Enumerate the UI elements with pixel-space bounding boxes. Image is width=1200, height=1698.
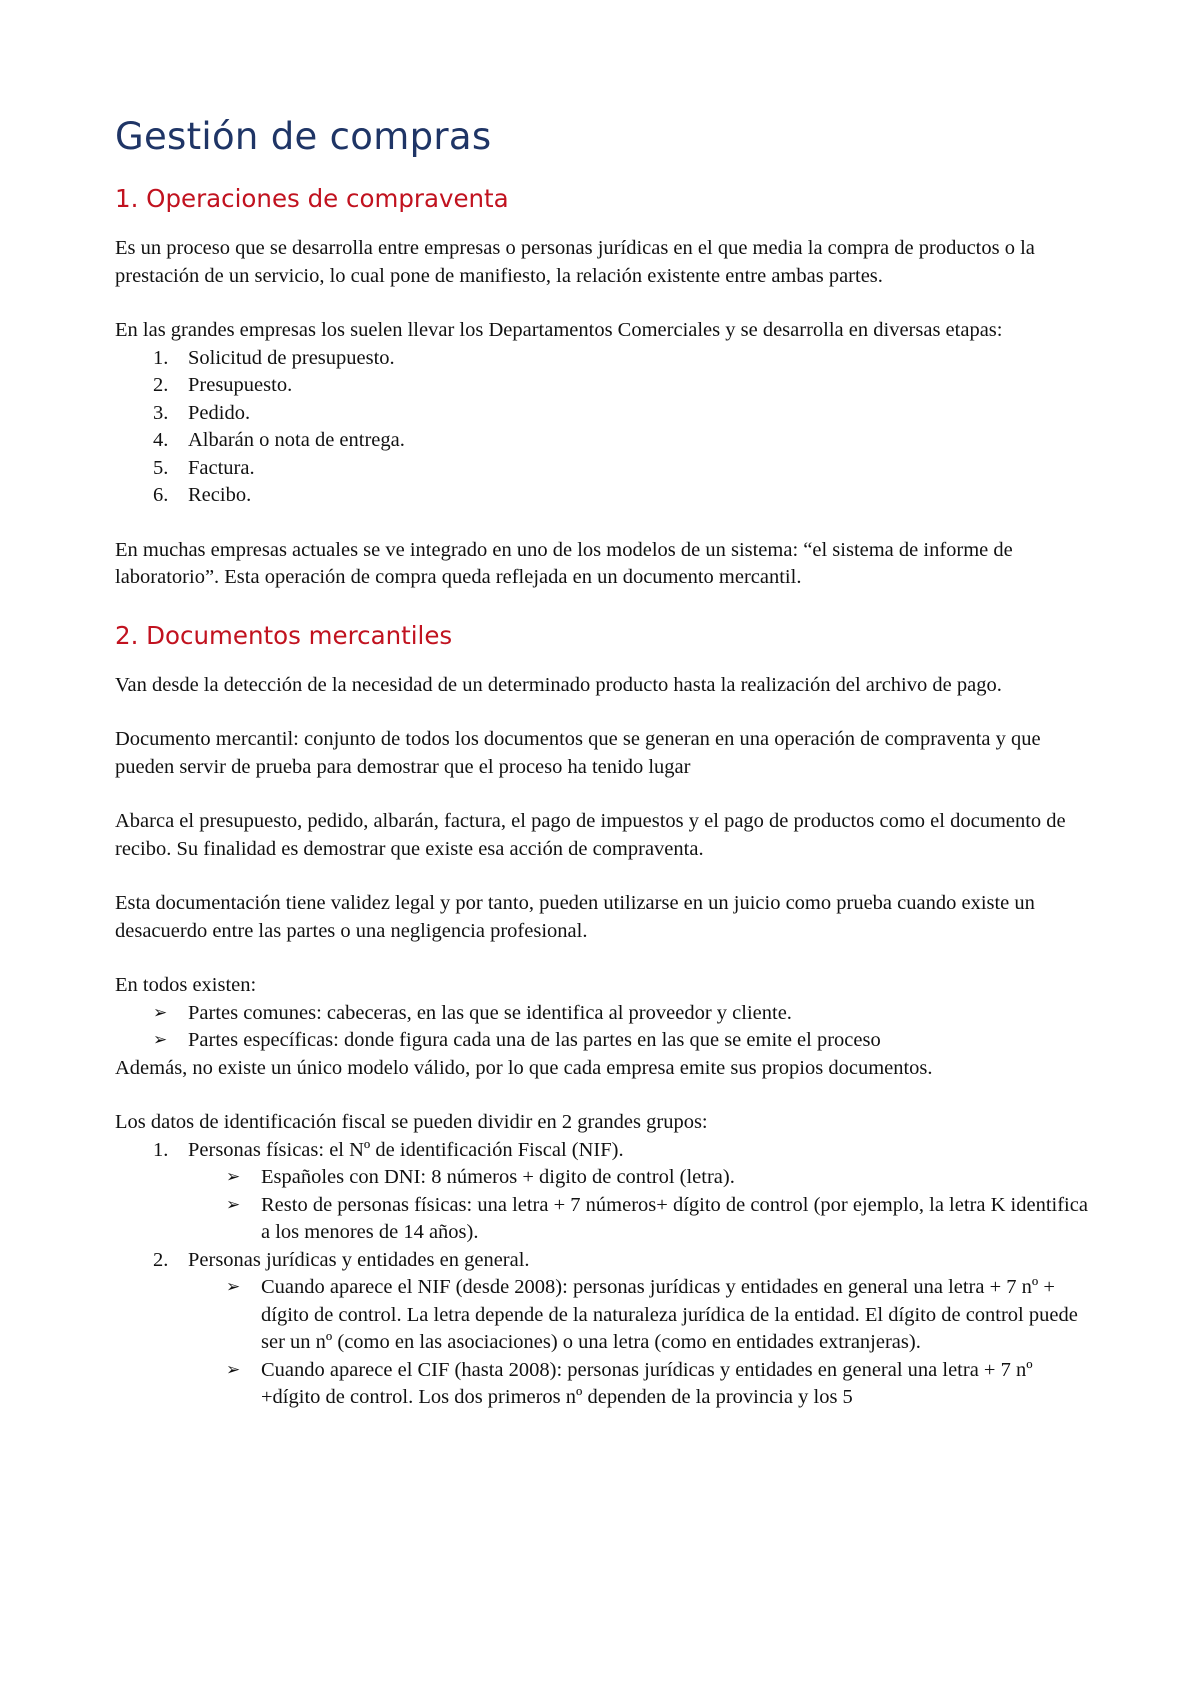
list-item (115, 345, 1095, 373)
list-item-text: Factura. (188, 456, 255, 479)
paragraph: Es un proceso que se desarrolla entre empresas o personas jurídicas en el que media la compra de productos o la prestación de un servicio, lo cual pone de manifiesto, la relación existente entre ambas partes. (115, 237, 1035, 287)
sub-list-item (188, 1274, 1095, 1357)
list-item-text: Resto de personas físicas: una letra + 7 números+ dígito de control (por ejemplo, la letra K identifica a los menores de 14 años). (261, 1193, 1088, 1243)
paragraph: Abarca el presupuesto, pedido, albarán, factura, el pago de impuestos y el pago de productos como el documento de recibo. Su finalidad es demostrar que existe esa acción de compraventa. (115, 810, 1066, 860)
paragraph: En todos existen: (115, 974, 257, 996)
list-number: 6. (153, 484, 169, 506)
list-item (115, 1027, 1095, 1055)
paragraph: En las grandes empresas los suelen llevar los Departamentos Comerciales y se desarrolla en diversas etapas: (115, 319, 1003, 341)
list-number: 5. (153, 456, 169, 479)
sub-list (188, 1164, 1095, 1247)
arrow-bullet-icon: ➢ (226, 1277, 241, 1297)
list-item (115, 427, 1095, 455)
list-item-text: Pedido. (188, 401, 251, 424)
list-item-text: Partes específicas: donde figura cada una de las partes en las que se emite el proceso (188, 1029, 881, 1051)
list-item (115, 1247, 1095, 1412)
arrow-bullet-icon: ➢ (226, 1194, 241, 1215)
list-item (115, 455, 1095, 483)
paragraph: Además, no existe un único modelo válido, por lo que cada empresa emite sus propios documentos. (115, 1056, 933, 1079)
arrow-bullet-icon: ➢ (153, 1002, 168, 1023)
paragraph: Van desde la detección de la necesidad de un determinado producto hasta la realización del archivo de pago. (115, 673, 1002, 696)
list-item-text: Solicitud de presupuesto. (188, 346, 395, 369)
paragraph: Los datos de identificación fiscal se pueden dividir en 2 grandes grupos: (115, 1111, 708, 1133)
list-number: 1. (153, 346, 169, 369)
list-item-text: Partes comunes: cabeceras, en las que se identifica al proveedor y cliente. (188, 1001, 792, 1024)
list-number: 3. (153, 401, 169, 424)
list-item (115, 482, 1095, 510)
list-item-text: Cuando aparece el NIF (desde 2008): personas jurídicas y entidades en general una letra + 7 nº + dígito de control. La letra depende de la naturaleza jurídica de la entidad. El dígito de control puede ser un nº (como en las asociaciones) o una letra (como en entidades extranjeras). (261, 1276, 1078, 1353)
sub-list-item (188, 1357, 1095, 1412)
arrow-bullet-icon: ➢ (153, 1030, 168, 1050)
arrow-bullet-icon: ➢ (226, 1167, 241, 1187)
list-item-text: Recibo. (188, 484, 252, 506)
partes-list (115, 1000, 1095, 1055)
list-item-text: Personas jurídicas y entidades en general. (188, 1248, 530, 1271)
paragraph: Esta documentación tiene validez legal y por tanto, pueden utilizarse en un juicio como prueba cuando existe un desacuerdo entre las partes o una negligencia profesional. (115, 892, 1035, 942)
sub-list (188, 1274, 1095, 1412)
sub-list-item (188, 1164, 1095, 1192)
list-item-text: Cuando aparece el CIF (hasta 2008): personas jurídicas y entidades en general una letra + 7 nº +dígito de control. Los dos primeros nº dependen de la provincia y los 5 (261, 1358, 1033, 1408)
paragraph: En muchas empresas actuales se ve integrado en uno de los modelos de un sistema: “el sistema de informe de laboratorio”. Esta operación de compra queda reflejada en un documento mercantil. (115, 538, 1013, 588)
list-item-text: Españoles con DNI: 8 números + digito de control (letra). (261, 1166, 735, 1188)
list-number: 1. (153, 1138, 169, 1161)
list-item (115, 400, 1095, 428)
list-number: 2. (153, 374, 169, 396)
list-item-text: Albarán o nota de entrega. (188, 429, 405, 451)
list-item-text: Presupuesto. (188, 374, 293, 396)
paragraph: Documento mercantil: conjunto de todos los documentos que se generan en una operación de compraventa y que pueden servir de prueba para demostrar que el proceso ha tenido lugar (115, 728, 1041, 778)
list-item (115, 372, 1095, 400)
list-item (115, 1137, 1095, 1247)
document-page (115, 112, 1095, 1439)
fiscal-groups-list (115, 1137, 1095, 1412)
sub-list-item (188, 1192, 1095, 1247)
steps-list (115, 345, 1095, 510)
list-item (115, 1000, 1095, 1028)
list-number: 2. (153, 1248, 169, 1271)
section-heading-operaciones: 1. Operaciones de compraventa (115, 184, 509, 213)
arrow-bullet-icon: ➢ (226, 1359, 241, 1380)
list-item-text: Personas físicas: el Nº de identificación Fiscal (NIF). (188, 1138, 624, 1161)
section-heading-documentos: 2. Documentos mercantiles (115, 620, 453, 650)
list-number: 4. (153, 429, 169, 451)
page-title: Gestión de compras (115, 115, 492, 158)
